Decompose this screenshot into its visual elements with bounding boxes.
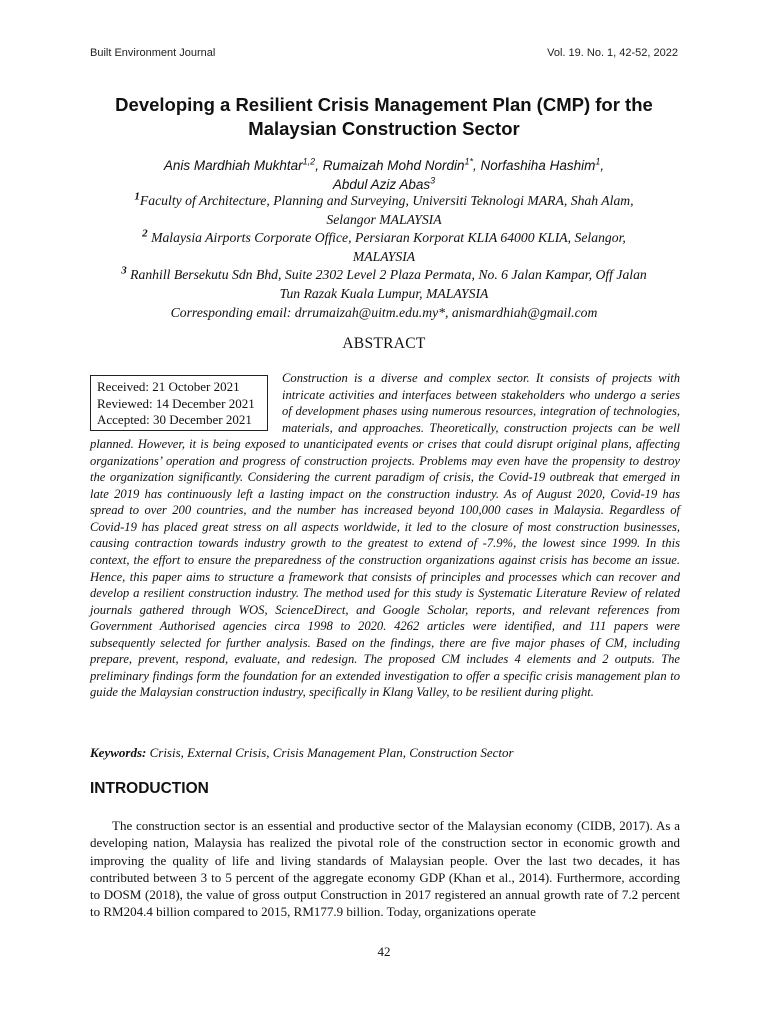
- affiliation-2: [80, 229, 688, 248]
- corresponding-email: Corresponding email: drrumaizah@uitm.edu.my*, anismardhiah@gmail.com: [170, 304, 598, 320]
- keywords: [90, 745, 680, 761]
- paper-title: [80, 93, 688, 141]
- author-line-1: [80, 156, 688, 175]
- introduction-heading: INTRODUCTION: [90, 780, 209, 797]
- author-affil-sup: 1: [595, 156, 601, 167]
- affil-marker: 2: [142, 227, 148, 240]
- running-head: [90, 47, 678, 59]
- author-name: Abdul Aziz Abas: [332, 177, 431, 192]
- affiliation-1: [80, 192, 688, 211]
- keywords-label: Keywords:: [90, 745, 147, 760]
- reviewed-date: Reviewed: 14 December 2021: [97, 395, 255, 411]
- accepted-date: Accepted: 30 December 2021: [97, 412, 252, 427]
- affiliation-2-cont: MALAYSIA: [352, 248, 416, 264]
- author-name: Anis Mardhiah Mukhtar: [163, 158, 303, 173]
- title-line-1: Developing a Resilient Crisis Management Plan (CMP) for the: [115, 94, 653, 115]
- affiliation-3: [80, 266, 688, 285]
- affil-text: Ranhill Bersekutu Sdn Bhd, Suite 2302 Level 2 Plaza Permata, No. 6 Jalan Kampar, Off Jalan: [126, 267, 647, 283]
- affil-text: Faculty of Architecture, Planning and Surveying, Universiti Teknologi MARA, Shah Alam,: [139, 193, 634, 208]
- introduction-paragraph: The construction sector is an essential and productive sector of the Malaysian economy (CIDB, 2017). As a developing nation, Malaysia has realized the pivotal role of the construction sector in economic growth and improving the quality of life and living standards of Malaysian people. Over the last two decades, it has contributed between 3 to 5 percent of the aggregate economy GDP (Khan et al., 2014). Furthermore, according to DOSM (2018), the value of gross output Construction in 2017 registered an annual growth rate of 7.2 percent to RM204.4 billion compared to 2015, RM177.9 billion. Today, organizations operate: [90, 818, 680, 920]
- abstract-heading: ABSTRACT: [342, 335, 426, 352]
- abstract-paragraph: Construction is a diverse and complex sector. It consists of projects with intricate activities and interfaces between stakeholders who undergo a series of development phases using numerous resources, integration of technologies, materials, and approaches. Theoretically, construction projects can be well planned. However, it is being exposed to unanticipated events or crises that could disrupt original plans, affecting organizations’ operation and progress of construction projects. Problems may even have the propensity to destroy the organization significantly. Considering the current paradigm of crisis, the Covid-19 outbreak that emerged in late 2019 has continuously left a lasting impact on the construction industry. As of August 2020, Covid-19 has spread to over 200 countries, and the number has increased beyond 100,000 cases in Malaysia. Regardless of Covid-19 has placed great stress on all aspects worldwide, it led to the closure of most construction businesses, causing contraction towards industry growth to the greatest to extend of -7.9%, the lowest since 1999. In this context, the effort to ensure the preparedness of the construction organizations against crisis has become an issue. Hence, this paper aims to structure a framework that consists of principles and processes which can recover and develop a resilient construction industry. The method used for this study is Systematic Literature Review of related journals gathered through WOS, ScienceDirect, and Google Scholar, reports, and relevant references from Government Authorised agencies circa 1998 to 2020. 4262 articles were identified, and 111 papers were subsequently selected for further analysis. Based on the findings, there are five major phases of CM, including prepare, prevent, respond, evaluate, and redesign. The proposed CM includes 4 elements and 2 outputs. The preliminary findings form the foundation for an extended investigation to offer a specific crisis management plan to guide the Malaysian construction industry, specifically in Klang Valley, to be resilient during plight.: [90, 371, 680, 700]
- author-name: , Norfashiha Hashim: [473, 158, 596, 173]
- volume-info: Vol. 19. No. 1, 42-52, 2022: [547, 47, 678, 59]
- page-number: 42: [377, 944, 391, 959]
- journal-name: Built Environment Journal: [90, 47, 216, 59]
- author-name: , Rumaizah Mohd Nordin: [315, 158, 465, 173]
- author-separator: ,: [600, 158, 605, 173]
- affiliations: [80, 192, 688, 322]
- author-list: [80, 156, 688, 194]
- affil-text: Malaysia Airports Corporate Office, Persiaran Korporat KLIA 64000 KLIA, Selangor,: [147, 230, 626, 246]
- affil-marker: 3: [121, 264, 127, 277]
- affil-marker: 1: [134, 190, 140, 203]
- keywords-list: Crisis, External Crisis, Crisis Management Plan, Construction Sector: [146, 745, 514, 760]
- author-affil-sup: 1,2: [302, 156, 316, 167]
- received-date: Received: 21 October 2021: [97, 379, 240, 394]
- title-line-2: Malaysian Construction Sector: [248, 118, 520, 139]
- author-affil-sup: 1*: [464, 156, 474, 167]
- affiliation-1-cont: Selangor MALAYSIA: [326, 211, 442, 227]
- author-affil-sup: 3: [430, 175, 436, 186]
- affiliation-3-cont: Tun Razak Kuala Lumpur, MALAYSIA: [279, 285, 489, 301]
- submission-dates-box: [90, 375, 268, 431]
